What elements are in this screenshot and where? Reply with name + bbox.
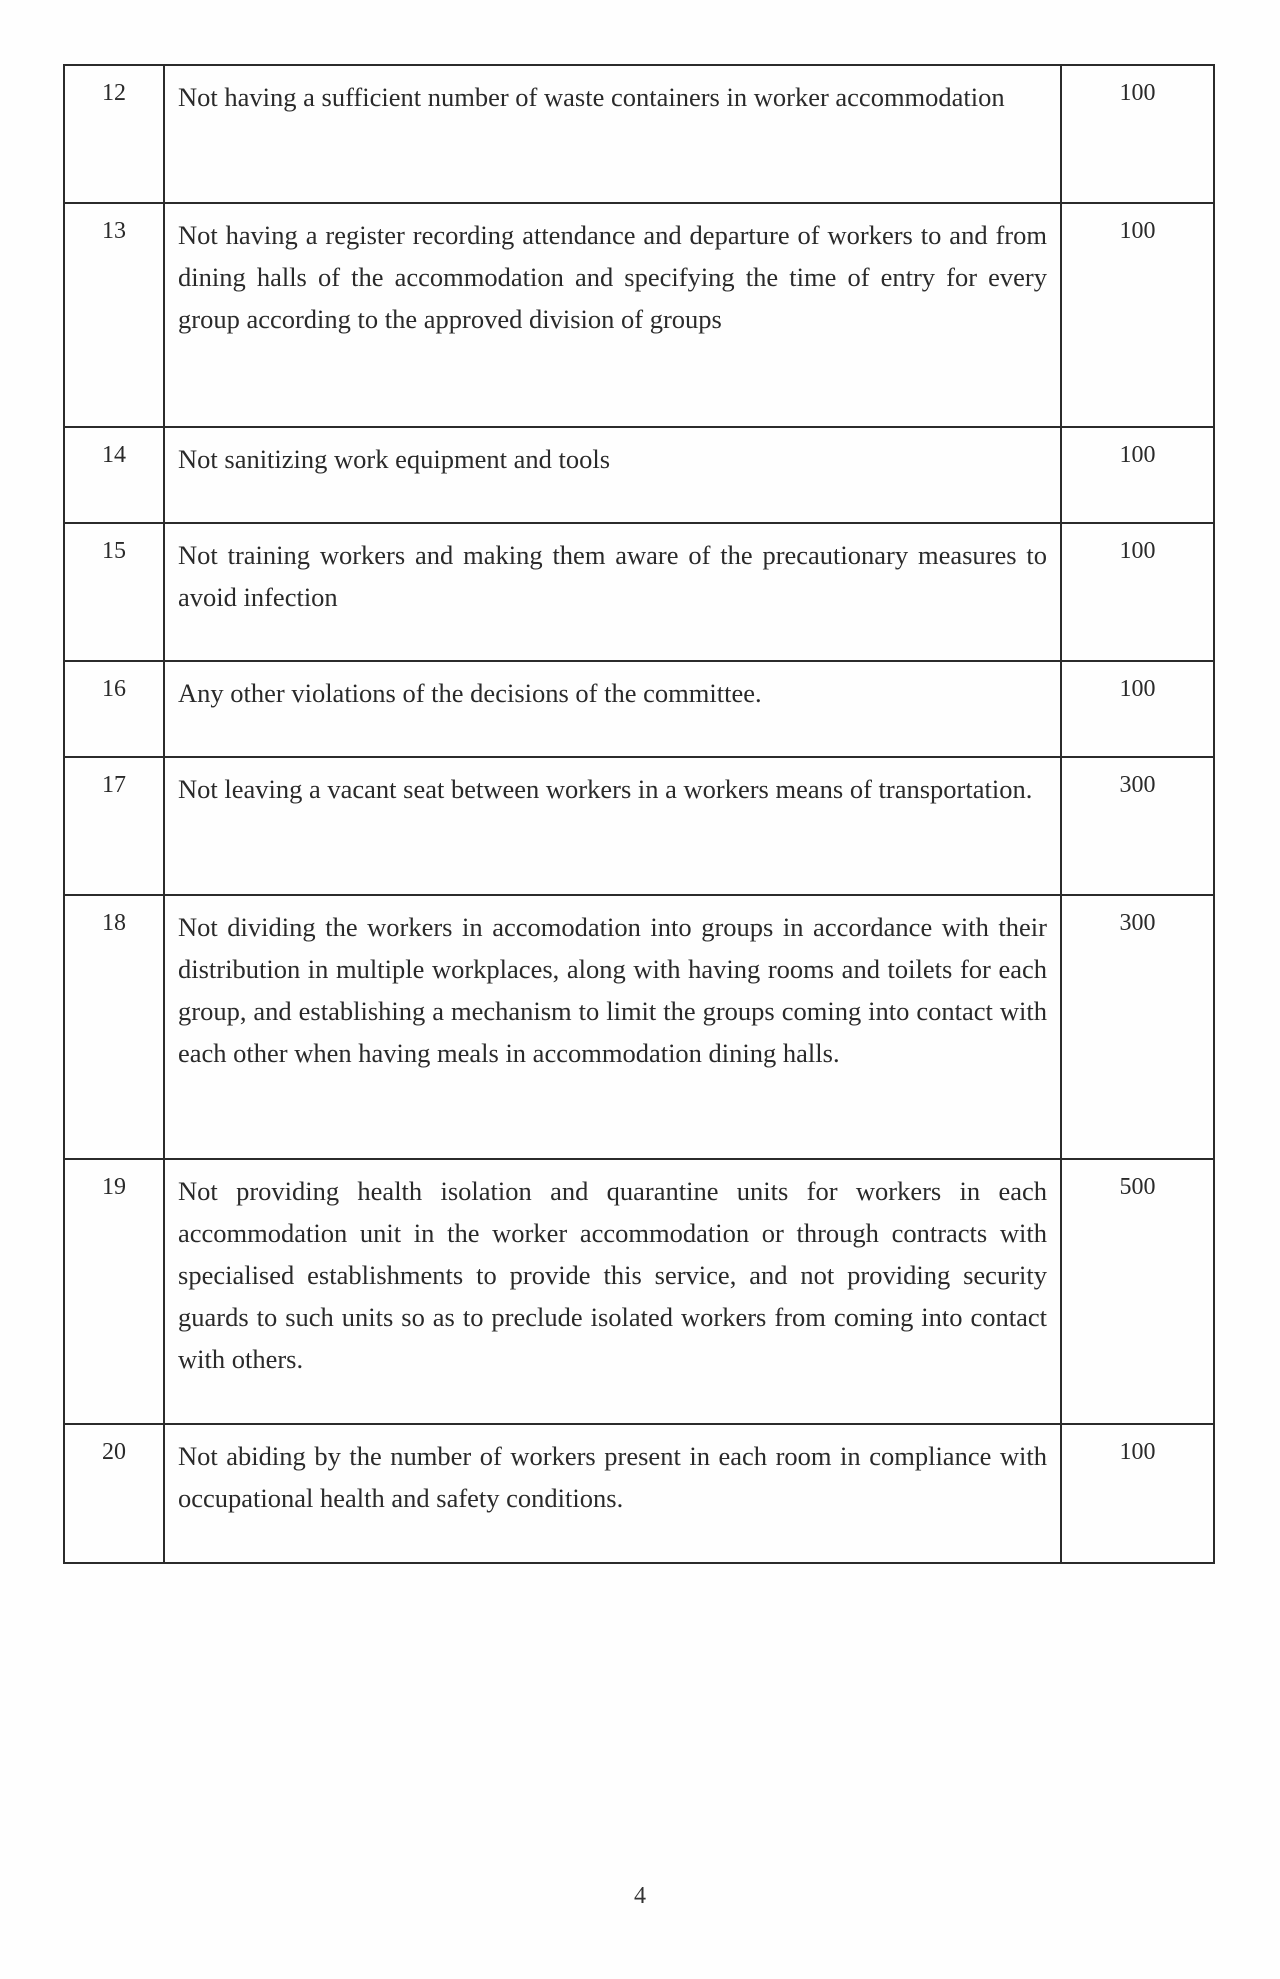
row-number: 20 — [64, 1424, 164, 1563]
fine-amount: 100 — [1061, 65, 1214, 203]
table-row — [64, 65, 1214, 203]
violation-description: Not having a sufficient number of waste containers in worker accommodation — [164, 65, 1061, 203]
row-number: 19 — [64, 1159, 164, 1424]
fine-amount: 100 — [1061, 1424, 1214, 1563]
row-number: 17 — [64, 757, 164, 895]
violation-description: Not training workers and making them aware of the precautionary measures to avoid infection — [164, 523, 1061, 661]
row-number: 15 — [64, 523, 164, 661]
fine-amount: 500 — [1061, 1159, 1214, 1424]
violations-fines-table — [63, 64, 1215, 1564]
row-number: 16 — [64, 661, 164, 757]
table-row — [64, 427, 1214, 523]
table-row — [64, 523, 1214, 661]
fine-amount: 100 — [1061, 523, 1214, 661]
row-number: 18 — [64, 895, 164, 1159]
row-number: 14 — [64, 427, 164, 523]
violation-description: Not abiding by the number of workers present in each room in compliance with occupational health and safety conditions. — [164, 1424, 1061, 1563]
fine-amount: 300 — [1061, 757, 1214, 895]
violation-description: Any other violations of the decisions of the committee. — [164, 661, 1061, 757]
fine-amount: 100 — [1061, 203, 1214, 427]
table-row — [64, 661, 1214, 757]
violation-description: Not dividing the workers in accomodation into groups in accordance with their distribution in multiple workplaces, along with having rooms and toilets for each group, and establishing a mechanism to limit the groups coming into contact with each other when having meals in accommodation dining halls. — [164, 895, 1061, 1159]
fine-amount: 100 — [1061, 427, 1214, 523]
table-row — [64, 895, 1214, 1159]
violation-description: Not providing health isolation and quarantine units for workers in each accommodation unit in the worker accommodation or through contracts with specialised establishments to provide this service, and not providing security guards to such units so as to preclude isolated workers from coming into contact with others. — [164, 1159, 1061, 1424]
table-row — [64, 1424, 1214, 1563]
row-number: 12 — [64, 65, 164, 203]
table-row — [64, 757, 1214, 895]
row-number: 13 — [64, 203, 164, 427]
table-row — [64, 1159, 1214, 1424]
fine-amount: 100 — [1061, 661, 1214, 757]
violation-description: Not sanitizing work equipment and tools — [164, 427, 1061, 523]
violation-description: Not leaving a vacant seat between workers in a workers means of transportation. — [164, 757, 1061, 895]
fine-amount: 300 — [1061, 895, 1214, 1159]
page-number: 4 — [634, 1883, 646, 1909]
violation-description: Not having a register recording attendance and departure of workers to and from dining halls of the accommodation and specifying the time of entry for every group according to the approved division of groups — [164, 203, 1061, 427]
table-row — [64, 203, 1214, 427]
